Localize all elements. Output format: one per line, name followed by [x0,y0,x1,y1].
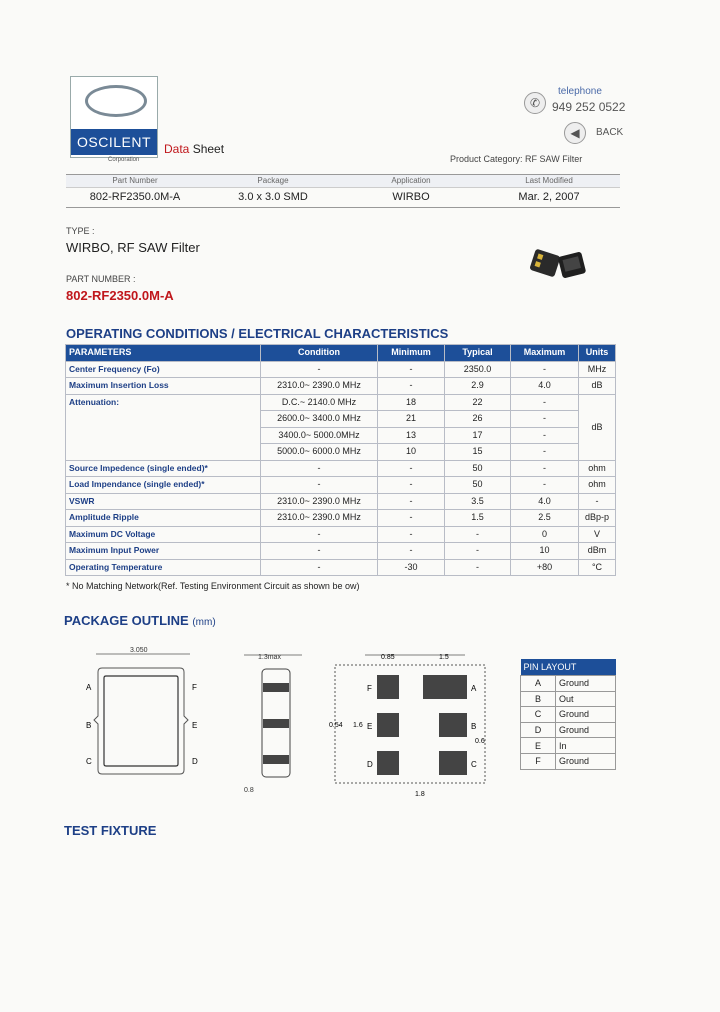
header-units: Units [579,345,616,362]
info-bar [66,174,620,208]
test-fixture-title: TEST FIXTURE [64,823,157,838]
table-cell: VSWR [66,493,261,510]
header-minimum: Minimum [378,345,445,362]
info-application: Application WIRBO [391,176,431,203]
pin-label-f: F [192,683,197,692]
table-cell: 50 [445,460,511,477]
top-view-drawing [80,640,210,810]
table-cell: - [261,559,378,576]
foot-label-b: B [471,722,477,731]
table-row [66,510,616,527]
info-part-number: Part Number 802-RF2350.0M-A [89,176,181,203]
table-cell: - [378,543,445,560]
table-cell: - [511,361,579,378]
foot-label-a: A [471,684,477,693]
table-cell: - [378,460,445,477]
pin-label-c: C [86,757,92,766]
table-cell: - [445,526,511,543]
table-cell: +80 [511,559,579,576]
table-row [66,559,616,576]
table-cell: B [521,691,556,707]
table-cell: Ground [556,753,616,769]
table-cell: - [261,526,378,543]
table-cell: Ground [556,722,616,738]
foot-label-e: E [367,722,373,731]
table-cell: MHz [579,361,616,378]
table-cell: - [378,378,445,395]
oscilent-logo[interactable] [70,76,158,158]
table-cell: - [261,477,378,494]
table-cell: - [445,559,511,576]
table-cell: 2600.0~ 3400.0 MHz [261,411,378,428]
table-cell: - [378,361,445,378]
table-footnote: * No Matching Network(Ref. Testing Environment Circuit as shown be ow) [66,581,360,591]
table-cell: -30 [378,559,445,576]
table-cell: 2350.0 [445,361,511,378]
pin-label-a: A [86,683,92,692]
table-row [66,361,616,378]
header-typical: Typical [445,345,511,362]
table-cell: Attenuation: [66,394,261,460]
table-cell: - [378,477,445,494]
table-cell: 4.0 [511,493,579,510]
table-row [66,477,616,494]
table-cell: ohm [579,477,616,494]
table-cell: D [521,722,556,738]
logo-text: OSCILENT [71,129,157,155]
foot-label-f: F [367,684,372,693]
table-cell: 26 [445,411,511,428]
table-cell: 50 [445,477,511,494]
table-cell: 2.5 [511,510,579,527]
table-cell: D.C.~ 2140.0 MHz [261,394,378,411]
component-image [530,248,588,278]
table-cell: ohm [579,460,616,477]
pin-layout-table [520,659,616,770]
table-cell: - [261,460,378,477]
product-category: Product Category: RF SAW Filter [450,154,583,164]
table-cell: - [511,394,579,411]
table-cell: 15 [445,444,511,461]
characteristics-table [65,344,616,576]
foot-dim-d: 1.6 [353,722,363,729]
table-cell: 13 [378,427,445,444]
pin-label-d: D [192,757,198,766]
table-row [521,722,616,738]
logo-ring-icon [85,85,147,117]
pin-label-b: B [86,721,92,730]
table-row [66,526,616,543]
table-cell: 1.5 [445,510,511,527]
table-row [66,378,616,395]
table-cell: Source Impedence (single ended)* [66,460,261,477]
conditions-section-title: OPERATING CONDITIONS / ELECTRICAL CHARACTERISTICS [66,326,449,341]
table-cell: 17 [445,427,511,444]
table-cell: Ground [556,676,616,692]
table-cell: dB [579,378,616,395]
pin-label-e: E [192,721,198,730]
table-cell: 18 [378,394,445,411]
table-cell: E [521,738,556,754]
table-cell: 21 [378,411,445,428]
table-row [66,543,616,560]
part-number-value: 802-RF2350.0M-A [66,288,174,303]
table-cell: 2.9 [445,378,511,395]
table-cell: - [511,444,579,461]
data-word: Data [164,142,190,156]
table-cell: F [521,753,556,769]
top-dim: 3.050 [130,647,148,654]
table-cell: 3.5 [445,493,511,510]
table-cell: 3400.0~ 5000.0MHz [261,427,378,444]
package-unit: (mm) [192,617,216,628]
table-cell: Out [556,691,616,707]
package-section-title [64,613,216,628]
table-cell: dBp-p [579,510,616,527]
table-row [66,493,616,510]
table-cell: A [521,676,556,692]
table-cell: - [579,493,616,510]
table-row [521,691,616,707]
foot-label-c: C [471,760,477,769]
back-link[interactable]: BACK [596,127,624,138]
table-cell: °C [579,559,616,576]
header-condition: Condition [261,345,378,362]
table-cell: In [556,738,616,754]
table-cell: Operating Temperature [66,559,261,576]
table-cell: Load Impendance (single ended)* [66,477,261,494]
table-cell: 5000.0~ 6000.0 MHz [261,444,378,461]
table-cell: - [511,460,579,477]
telephone-label: telephone [558,86,602,97]
sheet-word: Sheet [192,142,225,156]
table-row [521,738,616,754]
part-number-label: PART NUMBER : [66,274,136,284]
telephone-icon[interactable]: ✆ [524,92,546,114]
foot-dim-f: 1.8 [415,791,425,798]
info-last-modified: Last Modified Mar. 2, 2007 [518,176,580,203]
data-sheet-title [164,142,224,156]
package-title-text: PACKAGE OUTLINE [64,613,189,628]
table-row [521,707,616,723]
header-parameters: PARAMETERS [66,345,261,362]
table-cell: C [521,707,556,723]
table-cell: 22 [445,394,511,411]
foot-dim-e: 0.6 [475,738,485,745]
table-cell: 2310.0~ 2390.0 MHz [261,510,378,527]
pin-layout-title: PIN LAYOUT [521,659,616,676]
table-cell: - [511,427,579,444]
table-header-row [66,345,616,362]
table-cell: 2310.0~ 2390.0 MHz [261,378,378,395]
table-cell: - [261,361,378,378]
table-cell: Maximum Input Power [66,543,261,560]
table-cell: 10 [511,543,579,560]
table-cell: 2310.0~ 2390.0 MHz [261,493,378,510]
foot-dim-c: 0.54 [329,722,343,729]
table-cell: Maximum Insertion Loss [66,378,261,395]
type-value: WIRBO, RF SAW Filter [66,240,200,255]
table-row [66,394,616,411]
table-cell: Maximum DC Voltage [66,526,261,543]
logo-subtitle: Corporation [108,157,140,163]
table-row [521,753,616,769]
table-cell: Amplitude Ripple [66,510,261,527]
table-cell: - [261,543,378,560]
foot-label-d: D [367,760,373,769]
back-arrow-icon[interactable]: ◀ [564,122,586,144]
side-dim-top: 1.3max [258,654,281,661]
table-cell: - [511,411,579,428]
table-cell: Ground [556,707,616,723]
table-cell: 10 [378,444,445,461]
table-cell: Center Frequency (Fo) [66,361,261,378]
table-cell: dBm [579,543,616,560]
foot-dim-a: 0.85 [381,654,395,661]
table-cell: 0 [511,526,579,543]
table-row [521,676,616,692]
foot-dim-b: 1.5 [439,654,449,661]
table-row [66,460,616,477]
table-cell: dB [579,394,616,460]
table-cell: - [445,543,511,560]
telephone-number[interactable]: 949 252 0522 [552,100,626,114]
table-cell: V [579,526,616,543]
table-cell: - [378,510,445,527]
footprint-drawing [325,645,500,800]
table-cell: - [378,493,445,510]
side-view-drawing [240,645,310,800]
table-cell: - [511,477,579,494]
type-label: TYPE : [66,226,95,236]
side-dim-bottom: 0.8 [244,787,254,794]
header-maximum: Maximum [511,345,579,362]
info-package: Package 3.0 x 3.0 SMD [238,176,308,203]
table-cell: - [378,526,445,543]
table-cell: 4.0 [511,378,579,395]
